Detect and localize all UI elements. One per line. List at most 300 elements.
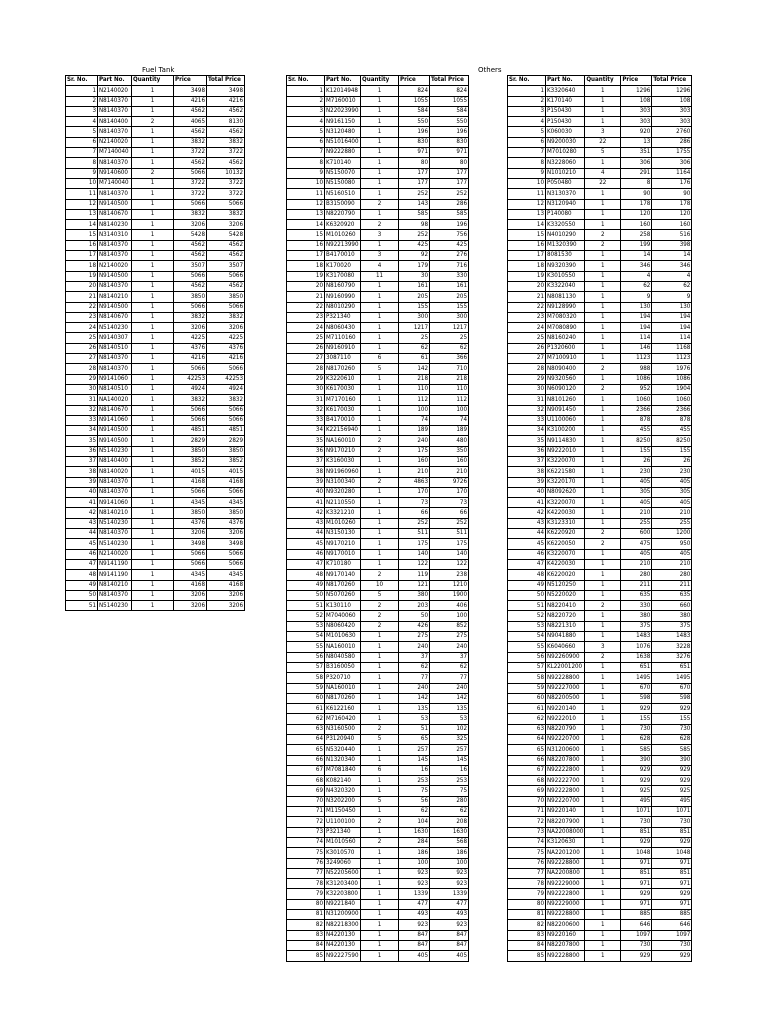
cell-sr-no: 30 [66,384,98,394]
cell-sr-no: 35 [66,436,98,446]
cell-quantity: 1 [585,848,621,858]
cell-part-no: N8010290 [325,302,361,312]
cell-part-no: N8081130 [546,292,585,302]
cell-total-price: 651 [652,662,692,672]
cell-price: 252 [399,230,430,240]
cell-total-price: 176 [652,178,692,188]
cell-sr-no: 79 [287,889,325,899]
cell-total-price: 2366 [652,405,692,415]
cell-quantity: 1 [132,251,174,261]
header-part-no: Part No. [546,76,585,86]
cell-part-no: N8160240 [546,333,585,343]
cell-part-no: B4170010 [325,415,361,425]
cell-total-price: 5066 [207,549,245,559]
cell-part-no: N8140370 [98,240,132,250]
cell-part-no: B3160050 [325,662,361,672]
cell-price: 929 [621,889,652,899]
table-row [508,601,692,611]
header-price: Price [399,76,430,86]
cell-total-price: 830 [430,137,469,147]
cell-sr-no: 1 [287,86,325,96]
cell-quantity: 1 [361,920,399,930]
cell-sr-no: 25 [508,333,546,343]
cell-price: 65 [399,735,430,745]
cell-sr-no: 78 [508,879,546,889]
cell-total-price: 62 [430,343,469,353]
cell-quantity: 4 [585,168,621,178]
cell-price: 300 [399,312,430,322]
cell-quantity: 1 [361,683,399,693]
cell-total-price: 1904 [652,384,692,394]
cell-total-price: 405 [652,498,692,508]
cell-sr-no: 47 [66,559,98,569]
cell-price: 5428 [174,230,207,240]
cell-part-no: N1010210 [546,168,585,178]
cell-price: 1076 [621,642,652,652]
cell-quantity: 1 [132,415,174,425]
cell-quantity: 1 [585,910,621,920]
cell-total-price: 730 [652,817,692,827]
cell-quantity: 2 [361,601,399,611]
table-row [287,446,469,456]
table-row [66,436,245,446]
cell-quantity: 4 [361,261,399,271]
cell-sr-no: 70 [287,796,325,806]
table-row [508,940,692,950]
cell-quantity: 1 [585,786,621,796]
cell-quantity: 1 [585,508,621,518]
cell-part-no: N9220140 [546,704,585,714]
cell-sr-no: 17 [287,251,325,261]
cell-part-no: N82207900 [546,817,585,827]
cell-total-price: 929 [652,776,692,786]
cell-price: 3832 [174,137,207,147]
cell-part-no: N8170260 [325,580,361,590]
cell-sr-no: 53 [508,621,546,631]
cell-sr-no: 51 [66,601,98,611]
cell-price: 390 [621,755,652,765]
cell-part-no: N8170260 [325,693,361,703]
cell-sr-no: 75 [287,848,325,858]
cell-total-price: 480 [430,436,469,446]
cell-total-price: 5428 [207,230,245,240]
table-row [287,796,469,806]
cell-part-no: K170020 [325,261,361,271]
cell-quantity: 1 [132,148,174,158]
cell-part-no: N8140670 [98,405,132,415]
cell-total-price: 925 [652,786,692,796]
cell-quantity: 1 [585,281,621,291]
cell-quantity: 1 [361,137,399,147]
cell-total-price: 4562 [207,158,245,168]
cell-quantity: 2 [585,539,621,549]
table-row [508,539,692,549]
table-row [66,158,245,168]
cell-price: 3507 [174,261,207,271]
cell-quantity: 1 [132,467,174,477]
cell-sr-no: 78 [287,879,325,889]
cell-price: 952 [621,384,652,394]
cell-price: 4216 [174,96,207,106]
table-row [287,230,469,240]
cell-part-no: N9160990 [325,292,361,302]
table-row [508,415,692,425]
cell-price: 306 [621,158,652,168]
cell-price: 3498 [174,86,207,96]
cell-quantity: 2 [361,199,399,209]
cell-sr-no: 67 [508,765,546,775]
cell-quantity: 1 [361,292,399,302]
cell-quantity: 1 [132,127,174,137]
cell-quantity: 2 [361,570,399,580]
cell-part-no: K3100200 [546,426,585,436]
cell-sr-no: 27 [287,354,325,364]
cell-sr-no: 29 [66,374,98,384]
cell-sr-no: 54 [508,632,546,642]
cell-total-price: 3850 [207,292,245,302]
header-row [287,76,469,86]
cell-quantity: 1 [132,539,174,549]
cell-sr-no: 3 [508,106,546,116]
cell-quantity: 1 [585,920,621,930]
cell-sr-no: 58 [287,673,325,683]
cell-quantity: 1 [361,858,399,868]
table-row [66,251,245,261]
cell-price: 119 [399,570,430,580]
cell-quantity: 1 [361,426,399,436]
cell-quantity: 1 [361,415,399,425]
cell-part-no: P3120940 [325,735,361,745]
header-sr-no: Sr. No. [508,76,546,86]
cell-sr-no: 51 [508,601,546,611]
cell-price: 851 [621,827,652,837]
cell-quantity: 1 [585,683,621,693]
table-row [287,693,469,703]
table-row [508,662,692,672]
cell-sr-no: 55 [508,642,546,652]
cell-total-price: 716 [430,261,469,271]
cell-quantity: 1 [361,333,399,343]
cell-price: 1296 [621,86,652,96]
cell-total-price: 230 [652,467,692,477]
table-row [66,539,245,549]
cell-part-no: K6320920 [325,220,361,230]
cell-sr-no: 33 [66,415,98,425]
cell-total-price: 628 [652,735,692,745]
cell-sr-no: 22 [508,302,546,312]
table-row [287,559,469,569]
cell-total-price: 4216 [207,354,245,364]
cell-total-price: 218 [430,374,469,384]
cell-sr-no: 70 [508,796,546,806]
cell-sr-no: 31 [508,395,546,405]
cell-total-price: 300 [430,312,469,322]
cell-quantity: 1 [361,868,399,878]
cell-price: 161 [399,281,430,291]
cell-total-price: 210 [652,559,692,569]
cell-price: 56 [399,796,430,806]
cell-total-price: 4225 [207,333,245,343]
table-row [287,292,469,302]
table-row [508,498,692,508]
table-row [287,96,469,106]
header-part-no: Part No. [325,76,361,86]
cell-sr-no: 18 [287,261,325,271]
cell-part-no: N4220130 [325,940,361,950]
cell-quantity: 1 [361,343,399,353]
cell-quantity: 1 [132,281,174,291]
cell-part-no: M1320390 [546,240,585,250]
cell-sr-no: 8 [508,158,546,168]
cell-sr-no: 19 [66,271,98,281]
table-row [287,951,469,961]
table-row [508,570,692,580]
cell-sr-no: 49 [66,580,98,590]
table-row [287,168,469,178]
cell-sr-no: 42 [508,508,546,518]
cell-quantity: 1 [361,467,399,477]
cell-quantity: 1 [585,632,621,642]
cell-quantity: 1 [361,827,399,837]
cell-sr-no: 43 [508,518,546,528]
cell-sr-no: 10 [508,178,546,188]
cell-price: 210 [621,559,652,569]
cell-quantity: 1 [132,436,174,446]
cell-part-no: N4220130 [325,930,361,940]
cell-price: 4562 [174,106,207,116]
cell-part-no: N92227590 [325,951,361,961]
cell-price: 74 [399,415,430,425]
cell-part-no: N5140230 [98,518,132,528]
cell-price: 4345 [174,570,207,580]
cell-quantity: 1 [361,374,399,384]
cell-quantity: 1 [361,384,399,394]
table-row [508,899,692,909]
table-row [508,868,692,878]
cell-sr-no: 85 [508,951,546,961]
cell-quantity: 3 [361,230,399,240]
cell-part-no: N9320280 [325,487,361,497]
cell-price: 405 [399,951,430,961]
cell-price: 4345 [174,498,207,508]
cell-quantity: 1 [132,508,174,518]
cell-part-no: N8140510 [98,343,132,353]
table-row [508,127,692,137]
cell-price: 50 [399,611,430,621]
cell-part-no: NA160010 [325,436,361,446]
cell-total-price: 160 [430,456,469,466]
cell-quantity: 2 [361,446,399,456]
cell-sr-no: 10 [66,178,98,188]
cell-price: 4376 [174,343,207,353]
cell-sr-no: 45 [508,539,546,549]
cell-part-no: P321340 [325,827,361,837]
cell-sr-no: 23 [66,312,98,322]
cell-total-price: 405 [652,477,692,487]
cell-price: 1048 [621,848,652,858]
cell-total-price: 9726 [430,477,469,487]
table-row [66,374,245,384]
cell-part-no: M7140040 [98,148,132,158]
cell-quantity: 1 [361,940,399,950]
cell-part-no: K6221580 [546,467,585,477]
table-row [66,127,245,137]
cell-sr-no: 29 [287,374,325,384]
cell-quantity: 1 [585,158,621,168]
table-row [508,158,692,168]
cell-total-price: 4 [652,271,692,281]
cell-quantity: 1 [585,395,621,405]
table-row [66,508,245,518]
cell-part-no: K3220610 [325,374,361,384]
cell-total-price: 90 [652,189,692,199]
cell-part-no: N8140370 [98,477,132,487]
cell-total-price: 3206 [207,601,245,611]
cell-quantity: 1 [585,621,621,631]
table-row [287,518,469,528]
cell-part-no: M1010260 [325,230,361,240]
cell-sr-no: 34 [287,426,325,436]
cell-part-no: N9170210 [325,446,361,456]
cell-part-no: N9141060 [98,498,132,508]
table-row [287,910,469,920]
cell-quantity: 1 [585,189,621,199]
cell-quantity: 1 [361,693,399,703]
cell-part-no: N92220700 [546,735,585,745]
cell-total-price: 3507 [207,261,245,271]
cell-total-price: 73 [430,498,469,508]
cell-part-no: B4170010 [325,251,361,261]
table-row [66,518,245,528]
table-row [66,220,245,230]
cell-part-no: N8140370 [98,487,132,497]
cell-price: 5066 [174,549,207,559]
cell-quantity: 1 [585,323,621,333]
cell-total-price: 66 [430,508,469,518]
table-row [287,807,469,817]
cell-sr-no: 6 [287,137,325,147]
cell-sr-no: 39 [66,477,98,487]
cell-sr-no: 52 [287,611,325,621]
cell-price: 885 [621,910,652,920]
cell-quantity: 1 [132,405,174,415]
cell-price: 3832 [174,209,207,219]
table-row [66,240,245,250]
cell-part-no: K3170080 [325,271,361,281]
cell-sr-no: 76 [287,858,325,868]
cell-total-price: 177 [430,168,469,178]
table-row [508,209,692,219]
cell-sr-no: 48 [287,570,325,580]
table-row [508,683,692,693]
cell-quantity: 1 [585,765,621,775]
cell-price: 62 [621,281,652,291]
cell-quantity: 1 [585,343,621,353]
cell-total-price: 77 [430,673,469,683]
cell-price: 121 [399,580,430,590]
cell-quantity: 1 [585,312,621,322]
cell-price: 160 [399,456,430,466]
cell-quantity: 1 [585,549,621,559]
fuel-tank-table [65,75,245,611]
cell-price: 988 [621,364,652,374]
cell-sr-no: 69 [287,786,325,796]
cell-sr-no: 29 [508,374,546,384]
table-row [508,292,692,302]
cell-sr-no: 77 [508,868,546,878]
cell-sr-no: 14 [287,220,325,230]
cell-quantity: 1 [361,178,399,188]
cell-sr-no: 11 [287,189,325,199]
cell-quantity: 1 [132,158,174,168]
cell-quantity: 5 [361,364,399,374]
cell-part-no: N8060430 [325,323,361,333]
cell-price: 3722 [174,189,207,199]
cell-price: 330 [621,601,652,611]
table-row [287,837,469,847]
cell-price: 5066 [174,415,207,425]
cell-total-price: 929 [652,837,692,847]
table-row [287,364,469,374]
table-row [287,714,469,724]
cell-price: 120 [621,209,652,219]
cell-total-price: 142 [430,693,469,703]
cell-part-no: K22156940 [325,426,361,436]
cell-price: 4225 [174,333,207,343]
table-row [66,580,245,590]
cell-quantity: 1 [585,199,621,209]
cell-price: 142 [399,364,430,374]
cell-sr-no: 83 [287,930,325,940]
cell-part-no: N8140210 [98,508,132,518]
cell-sr-no: 36 [508,446,546,456]
cell-part-no: N82207800 [546,755,585,765]
cell-sr-no: 54 [287,632,325,642]
cell-sr-no: 10 [287,178,325,188]
cell-price: 730 [621,724,652,734]
cell-sr-no: 24 [66,323,98,333]
cell-part-no: N9128990 [546,302,585,312]
cell-price: 1217 [399,323,430,333]
cell-sr-no: 38 [66,467,98,477]
cell-sr-no: 15 [508,230,546,240]
cell-price: 1086 [621,374,652,384]
cell-sr-no: 61 [287,704,325,714]
cell-price: 240 [399,436,430,446]
cell-quantity: 1 [361,529,399,539]
cell-sr-no: 2 [508,96,546,106]
table-row [66,364,245,374]
cell-total-price: 122 [430,559,469,569]
cell-sr-no: 68 [287,776,325,786]
cell-sr-no: 38 [287,467,325,477]
cell-price: 351 [621,148,652,158]
cell-price: 878 [621,415,652,425]
table-row [287,930,469,940]
cell-sr-no: 33 [287,415,325,425]
table-row [508,621,692,631]
cell-price: 1339 [399,889,430,899]
cell-quantity: 1 [132,312,174,322]
cell-part-no: KL22001200 [546,662,585,672]
cell-quantity: 1 [132,137,174,147]
cell-price: 3206 [174,220,207,230]
cell-quantity: 1 [585,271,621,281]
cell-sr-no: 75 [508,848,546,858]
table-row [508,776,692,786]
table-row [287,199,469,209]
cell-quantity: 1 [361,704,399,714]
